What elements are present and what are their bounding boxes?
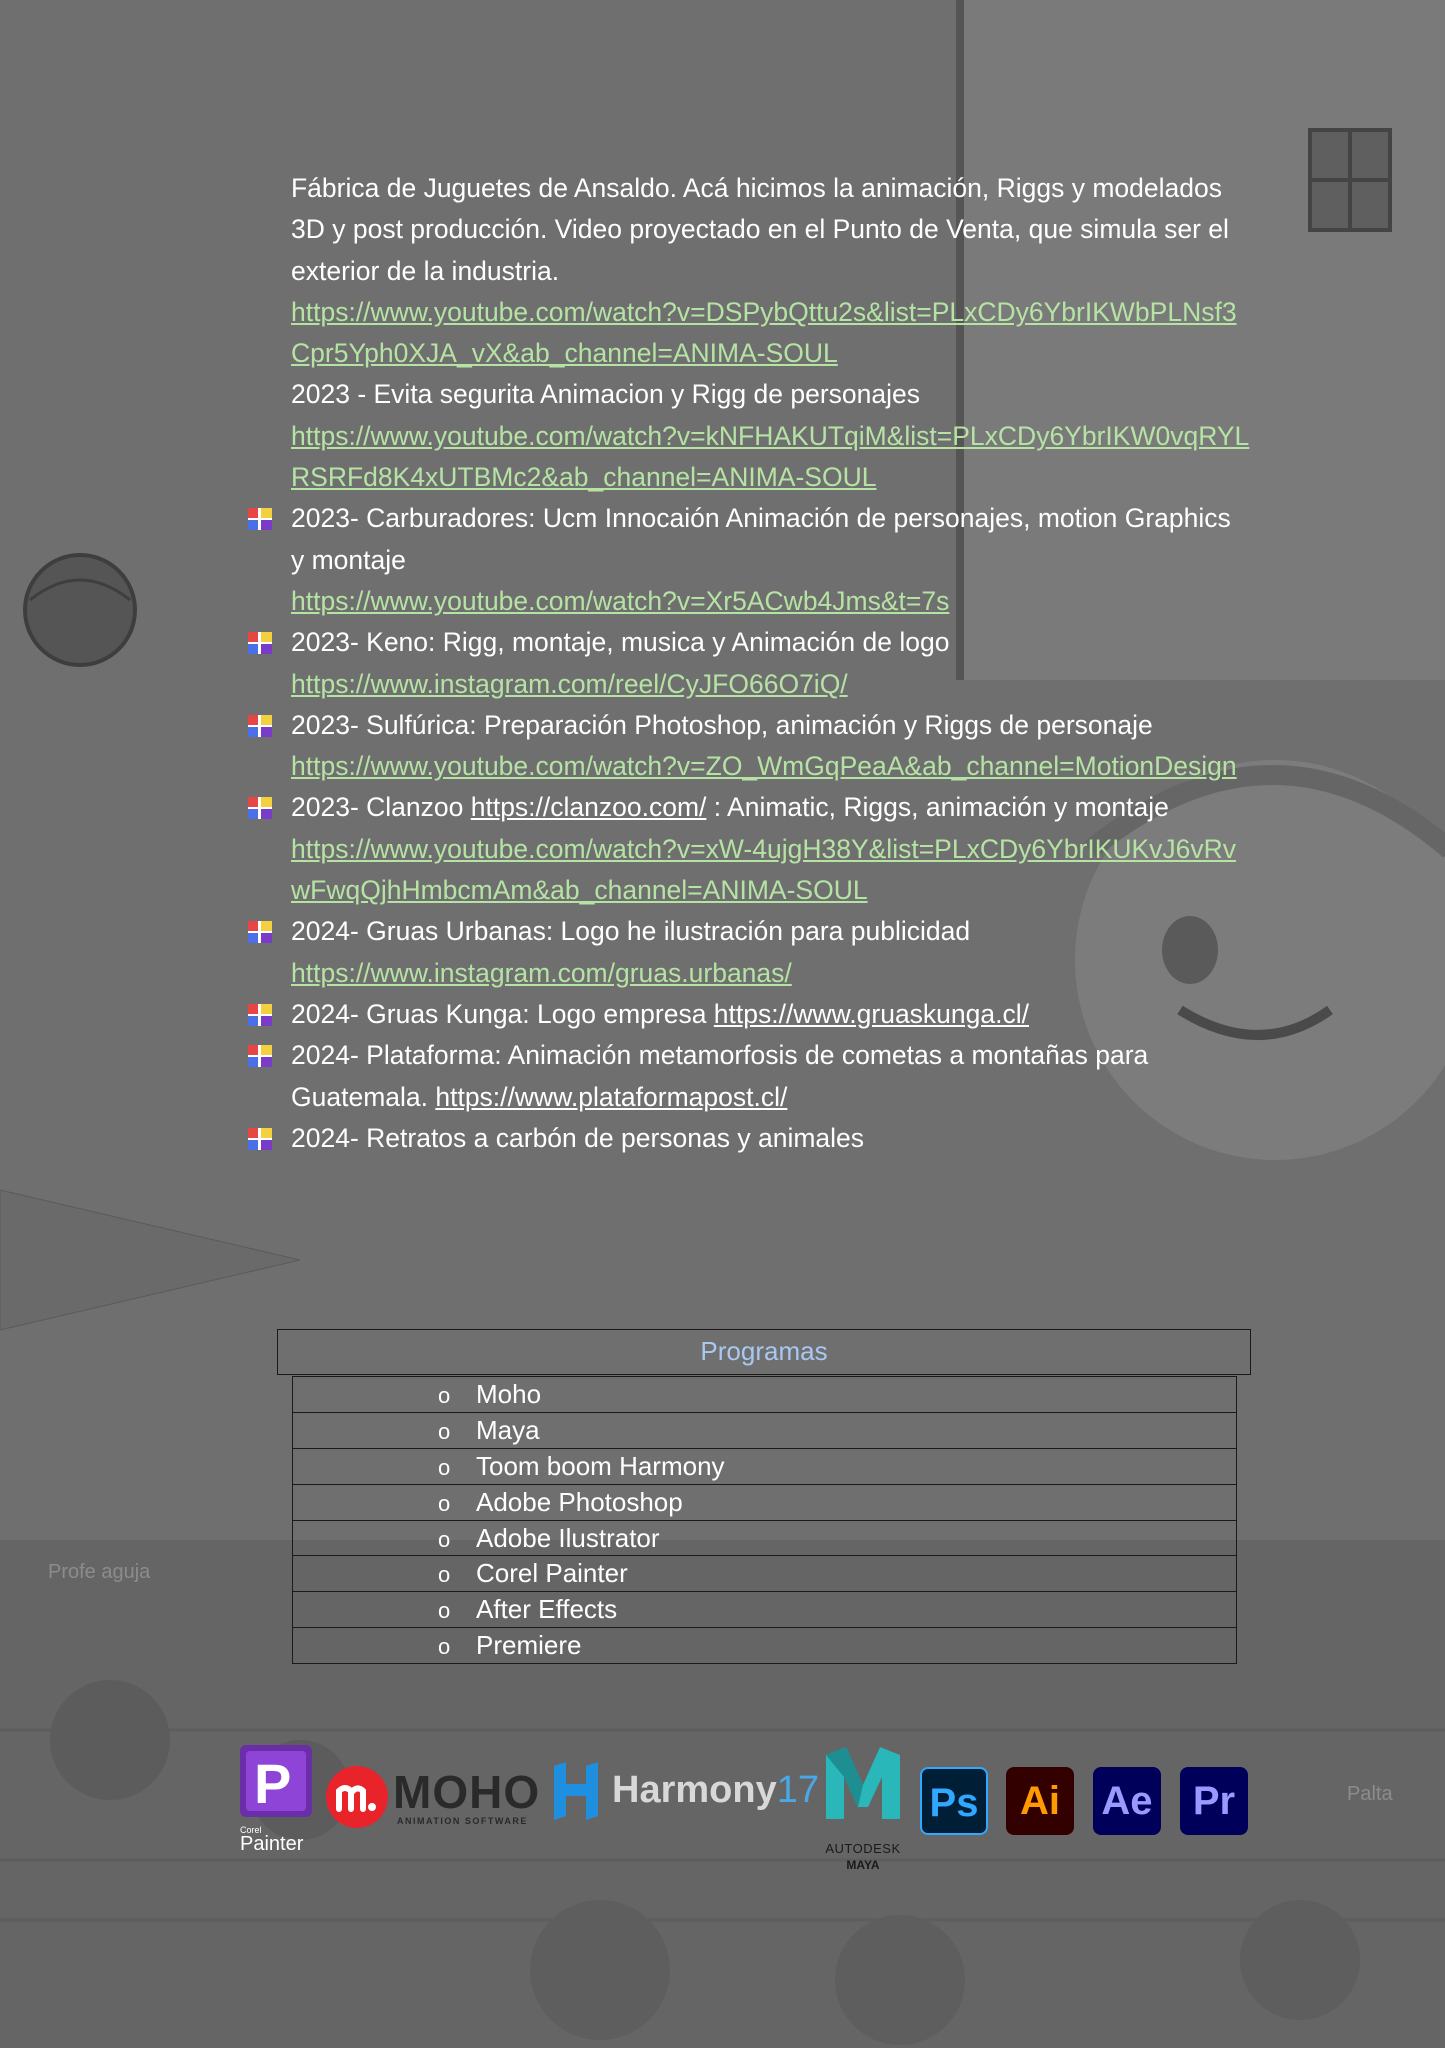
entry-evita bbox=[291, 374, 1251, 498]
circle-bullet-icon: o bbox=[438, 1454, 451, 1480]
program-name: Toom boom Harmony bbox=[476, 1450, 725, 1481]
entry-link[interactable]: https://www.youtube.com/watch?v=xW-4ujgH38Y&list=PLxCDy6YbrIKUKvJ6vRvwFwqQjhHmbcmAm&ab_channel=ANIMA-SOUL bbox=[291, 833, 1237, 906]
entry-text: 2024- Gruas Kunga: Logo empresa https://www.gruaskunga.cl/ bbox=[291, 998, 1030, 1029]
entry-link[interactable]: https://www.youtube.com/watch?v=DSPybQttu2s&list=PLxCDy6YbrIKWbPLNsf3Cpr5Yph0XJA_vX&ab_channel=ANIMA-SOUL bbox=[291, 296, 1237, 369]
entry-text: 2024- Gruas Urbanas: Logo he ilustración para publicidad bbox=[291, 916, 971, 947]
painter-name: Painter bbox=[240, 1833, 304, 1855]
photoshop-logo: Ps bbox=[920, 1767, 988, 1835]
program-name: Corel Painter bbox=[476, 1558, 628, 1589]
program-row bbox=[293, 1592, 1237, 1628]
entry-link[interactable]: https://www.youtube.com/watch?v=Xr5ACwb4Jms&t=7s bbox=[291, 585, 950, 616]
entry-gruas-urbanas bbox=[291, 911, 1251, 994]
bullet-flag-icon bbox=[248, 1045, 272, 1067]
harmony-version: 17 bbox=[776, 1769, 819, 1811]
entry-gruas-kunga bbox=[291, 994, 1251, 1035]
bullet-flag-icon bbox=[248, 508, 272, 530]
bg-label-profe: Profe aguja bbox=[48, 1561, 151, 1583]
entry-carburadores bbox=[291, 498, 1251, 622]
harmony-icon bbox=[550, 1760, 602, 1822]
bullet-flag-icon bbox=[248, 715, 272, 737]
program-row bbox=[293, 1556, 1237, 1592]
entry-plataforma bbox=[291, 1035, 1251, 1118]
entry-text: Fábrica de Juguetes de Ansaldo. Acá hicimos la animación, Riggs y modelados 3D y post producción. Video proyectado en el Punto de Venta, que simula ser el exterior de la industria. bbox=[291, 173, 1229, 286]
premiere-logo: Pr bbox=[1180, 1767, 1248, 1835]
circle-bullet-icon: o bbox=[438, 1562, 451, 1588]
entry-keno bbox=[291, 622, 1251, 705]
painter-brand: Corel bbox=[240, 1825, 262, 1835]
moho-name: MOHO bbox=[393, 1766, 541, 1818]
illustrator-logo: Ai bbox=[1006, 1767, 1074, 1835]
program-row bbox=[293, 1377, 1237, 1413]
entry-ansaldo bbox=[291, 168, 1251, 374]
program-row bbox=[293, 1412, 1237, 1448]
maya-icon bbox=[824, 1745, 902, 1821]
program-name: Adobe Photoshop bbox=[476, 1486, 683, 1517]
program-row bbox=[293, 1628, 1237, 1664]
bullet-flag-icon bbox=[248, 797, 272, 819]
clanzoo-link[interactable]: https://clanzoo.com/ bbox=[470, 792, 707, 823]
entry-sulfurica bbox=[291, 705, 1251, 788]
svg-text:P: P bbox=[254, 1752, 292, 1815]
bg-label-palta: Palta bbox=[1347, 1783, 1393, 1805]
maya-brand: AUTODESK bbox=[825, 1841, 901, 1856]
entry-text: 2024- Plataforma: Animación metamorfosis de cometas a montañas para Guatemala. https://www.plataformapost.cl/ bbox=[291, 1040, 1149, 1112]
entry-text: 2023- Keno: Rigg, montaje, musica y Animación de logo bbox=[291, 627, 950, 658]
programs-title: Programas bbox=[277, 1329, 1251, 1375]
entry-clanzoo bbox=[291, 787, 1251, 911]
project-list bbox=[291, 168, 1251, 1159]
program-name: Maya bbox=[476, 1414, 540, 1445]
entry-text: 2023 - Evita segurita Animacion y Rigg de personajes bbox=[291, 379, 920, 410]
program-name: Premiere bbox=[476, 1630, 582, 1661]
program-name: Moho bbox=[476, 1378, 542, 1409]
corel-painter-logo bbox=[240, 1745, 315, 1860]
moho-icon bbox=[325, 1765, 389, 1829]
bullet-flag-icon bbox=[248, 1004, 272, 1026]
software-logos bbox=[240, 1745, 1260, 1880]
entry-retratos bbox=[291, 1118, 1251, 1159]
plataforma-link[interactable]: https://www.plataformapost.cl/ bbox=[435, 1081, 788, 1112]
program-row bbox=[293, 1448, 1237, 1484]
entry-link[interactable]: https://www.youtube.com/watch?v=kNFHAKUTqiM&list=PLxCDy6YbrIKW0vqRYLRSRFd8K4xUTBMc2&ab_channel=ANIMA-SOUL bbox=[291, 420, 1250, 493]
entry-text: 2024- Retratos a carbón de personas y animales bbox=[291, 1122, 865, 1153]
circle-bullet-icon: o bbox=[438, 1490, 451, 1516]
bullet-flag-icon bbox=[248, 921, 272, 943]
circle-bullet-icon: o bbox=[438, 1526, 451, 1552]
program-row bbox=[293, 1484, 1237, 1520]
gruaskunga-link[interactable]: https://www.gruaskunga.cl/ bbox=[713, 998, 1030, 1029]
harmony-logo bbox=[550, 1760, 819, 1830]
moho-logo bbox=[325, 1765, 540, 1835]
moho-sub: ANIMATION SOFTWARE bbox=[397, 1816, 528, 1826]
entry-text: 2023- Sulfúrica: Preparación Photoshop, animación y Riggs de personaje bbox=[291, 709, 1153, 740]
bullet-flag-icon bbox=[248, 1128, 272, 1150]
circle-bullet-icon: o bbox=[438, 1418, 451, 1444]
entry-text: 2023- Carburadores: Ucm Innocaión Animación de personajes, motion Graphics y montaje bbox=[291, 503, 1231, 575]
maya-logo bbox=[818, 1745, 908, 1875]
harmony-name: Harmony bbox=[612, 1769, 777, 1811]
circle-bullet-icon: o bbox=[438, 1382, 451, 1408]
maya-name: MAYA bbox=[846, 1858, 880, 1872]
entry-text: 2023- Clanzoo https://clanzoo.com/ : Animatic, Riggs, animación y montaje bbox=[291, 792, 1169, 823]
after-effects-logo: Ae bbox=[1093, 1767, 1161, 1835]
entry-link[interactable]: https://www.instagram.com/gruas.urbanas/ bbox=[291, 957, 792, 988]
programs-table bbox=[292, 1376, 1237, 1664]
painter-icon bbox=[240, 1745, 312, 1817]
entry-link[interactable]: https://www.youtube.com/watch?v=ZO_WmGqPeaA&ab_channel=MotionDesign bbox=[291, 751, 1237, 782]
bullet-flag-icon bbox=[248, 632, 272, 654]
entry-link[interactable]: https://www.instagram.com/reel/CyJFO66O7iQ/ bbox=[291, 668, 848, 699]
circle-bullet-icon: o bbox=[438, 1634, 451, 1660]
program-name: After Effects bbox=[476, 1594, 618, 1625]
program-name: Adobe Ilustrator bbox=[476, 1522, 660, 1553]
program-row bbox=[293, 1520, 1237, 1556]
circle-bullet-icon: o bbox=[438, 1598, 451, 1624]
